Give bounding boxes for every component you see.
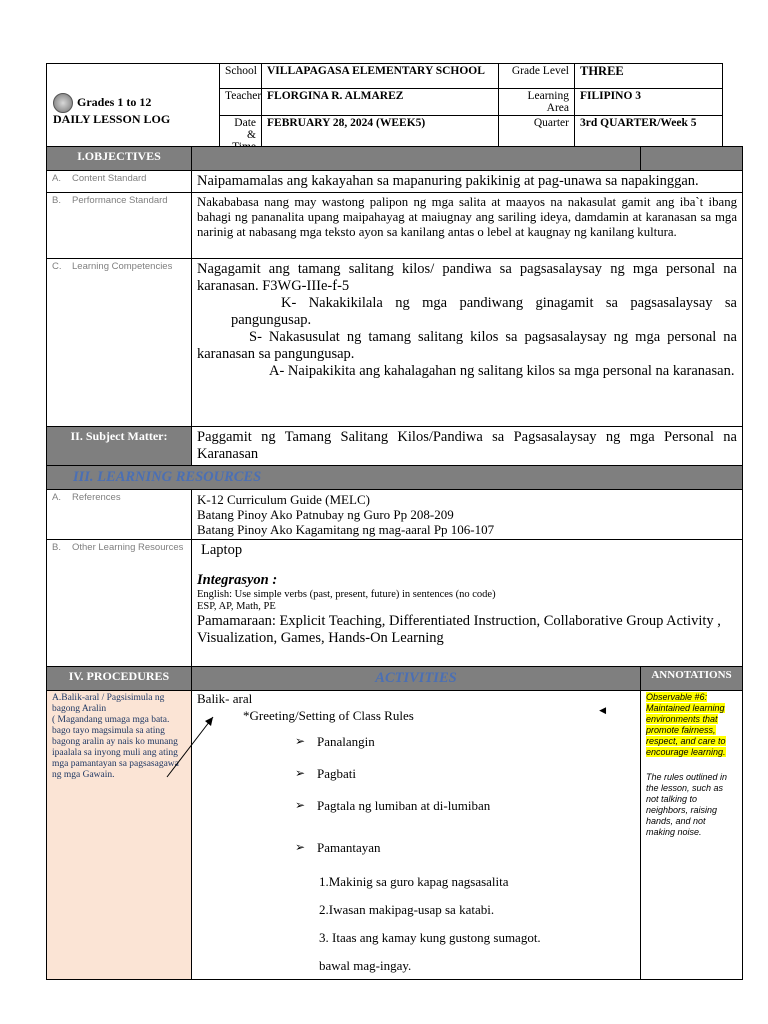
school-label: School [220,64,262,89]
activities-cell [192,691,641,980]
balik-aral-note: ( Magandang umaga mga bata. bago tayo magsimula sa ating bagong aralin ay nais ko munang ipaalala sa inyong muli ang ating mga pamantayan sa pagsasagawa ng mga Gawain. [52,715,179,780]
balik-aral-heading: A.Balik-aral / Pagsisimula ng bagong Aralin [52,693,165,714]
annotations-title: ANNOTATIONS [641,667,743,691]
greeting-text: *Greeting/Setting of Class Rules [243,708,414,723]
competency-main: Nagagamit ang tamang salitang kilos/ pandiwa sa pagsasalaysay ng mga personal na karanasan. F3WG-IIIe-f-5 [197,261,737,294]
procedure-left-cell [47,691,192,980]
annotations-cell [641,691,743,980]
activities-title: ACTIVITIES [375,670,457,686]
grade-value: THREE [575,64,723,89]
date-value: FEBRUARY 28, 2024 (WEEK5) [262,116,499,155]
area-label: Learning Area [499,89,575,116]
performance-standard-label: B. Performance Standard [47,193,192,259]
references-cell [192,490,743,540]
area-value: FILIPINO 3 [575,89,723,116]
resources-title: III. LEARNING RESOURCES [73,469,262,485]
content-standard-text: Naipamamalas ang kakayahan sa mapanuring pakikinig at pag-unawa sa napakinggan. [192,171,743,193]
reference-line: K-12 Curriculum Guide (MELC) [197,492,370,507]
balik-aral-text: Balik- aral [197,691,253,706]
learning-competencies-label: C. Learning Competencies [47,259,192,427]
rule-item: bawal mag-ingay. [319,958,412,973]
bullet-item: ➢ Pamantayan [197,840,635,855]
subject-matter-title: II. Subject Matter: [47,427,192,466]
integrasyon-title: Integrasyon : [197,572,278,588]
pamamaraan-text: Pamamaraan: Explicit Teaching, Differentiated Instruction, Collaborative Group Activity , Visualization, Games, Hands-On Learning [197,613,721,646]
quarter-value: 3rd QUARTER/Week 5 [575,116,723,155]
grade-label: Grade Level [499,64,575,89]
competency-k: K- Nakakikilala ng mga pandiwang ginagamit sa pagsasalaysay sa pangungusap. [231,295,737,328]
teacher-label: Teacher [220,89,262,116]
lesson-table [46,146,743,980]
bullet-item: ➢ Pagbati [197,766,635,781]
competency-a: A- Naipakikita ang kahalagahan ng salitang kilos sa mga personal na karanasan. [269,363,735,379]
activities-title-cell [192,667,641,691]
marker-triangle-icon: ◀ [599,705,606,715]
date-label: Date & [220,116,262,155]
quarter-label: Quarter [499,116,575,155]
bullet-item: ➢ Pagtala ng lumiban at di-lumiban [197,798,635,813]
brand-line1: Grades 1 to 12 [77,94,152,109]
brand-line2: DAILY LESSON LOG [53,111,171,126]
subject-matter-text: Paggamit ng Tamang Salitang Kilos/Pandiwa sa Pagsasalaysay ng mga Personal na Karanasan [192,427,743,466]
deped-seal-icon [53,93,73,113]
rule-item: 2.Iwasan makipag-usap sa katabi. [319,902,495,917]
resources-title-cell [47,466,743,490]
rule-item: 1.Makinig sa guro kapag nagsasalita [319,874,509,889]
brand-cell [47,64,220,155]
competency-s: S- Nakasusulat ng tamang salitang kilos sa pagsasalaysay ng mga personal na karanasan sa pangungusap. [197,329,737,362]
bullet-item: ➢ Panalangin [197,734,635,749]
integrasyon-english: English: Use simple verbs (past, present, future) in sentences (no code) [197,589,496,600]
teacher-value: FLORGINA R. ALMAREZ [262,89,499,116]
other-resources-label: B. Other Learning Resources [47,540,192,667]
laptop-text: Laptop [201,542,243,558]
annotation-highlight: Observable #6: Maintained learning environments that promote fairness, respect, and care to encourage learning. [646,692,726,757]
objectives-title: I.OBJECTIVES [47,147,192,171]
rule-item: 3. Itaas ang kamay kung gustong sumagot. [319,930,541,945]
references-label: A. References [47,490,192,540]
procedures-title: IV. PROCEDURES [47,667,192,691]
school-value: VILLAPAGASA ELEMENTARY SCHOOL [262,64,499,89]
header-table [46,63,723,155]
reference-line: Batang Pinoy Ako Patnubay ng Guro Pp 208-209 [197,507,454,522]
other-resources-cell [192,540,743,667]
annotation-note: The rules outlined in the lesson, such as not talking to neighbors, raising hands, and not making noise. [646,772,728,837]
reference-line: Batang Pinoy Ako Kagamitang ng mag-aaral Pp 106-107 [197,522,495,537]
content-standard-label: A. Content Standard [47,171,192,193]
performance-standard-text: Nakababasa nang may wastong palipon ng mga salita at maayos na nakasulat gamit ang iba`t ibang bahagi ng pananalita upang maipahayag at maiugnay ang sariling ideya, damdamin at karanasan sa mga narinig at nabasang mga teksto ayon sa kanilang antas o lebel at kaugnay ng kanilang kultura. [192,193,743,259]
integrasyon-subjects: ESP, AP, Math, PE [197,601,276,612]
learning-competencies-cell [192,259,743,427]
